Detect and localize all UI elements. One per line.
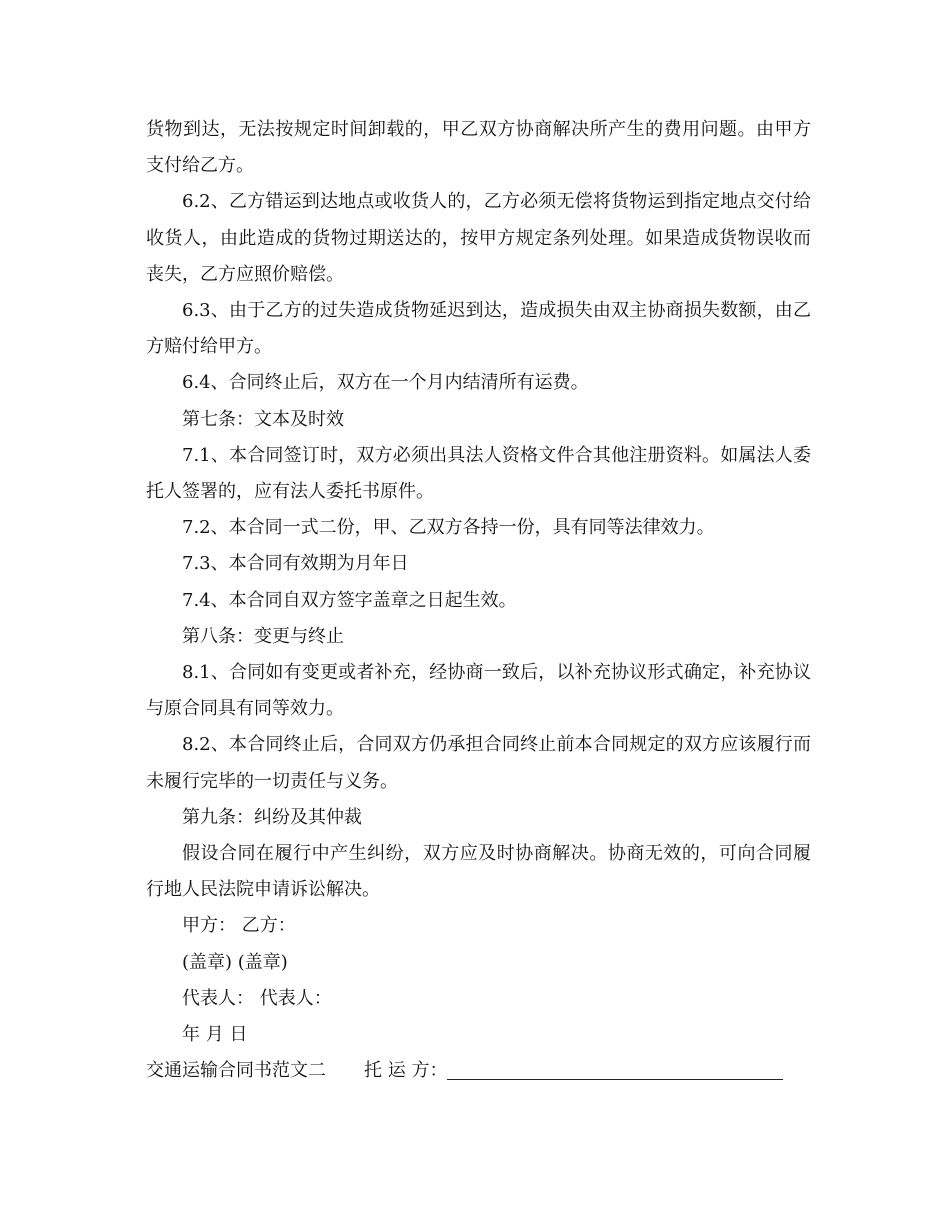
heading-article-9: 第九条：纠纷及其仲裁 <box>182 806 362 828</box>
consignor-blank-line <box>447 1059 783 1080</box>
paragraph-7-3: 7.3、本合同有效期为月年日 <box>182 553 409 575</box>
paragraph-7-1: 7.1、本合同签订时，双方必须出具法人资格文件合其他注册资料。如属法人委托人签署的，应有法人委托书原件。 <box>146 444 811 503</box>
paragraph-7-4: 7.4、本合同自双方签字盖章之日起生效。 <box>182 589 517 611</box>
next-document-title: 交通运输合同书范文二 <box>146 1060 326 1082</box>
heading-article-7: 第七条：文本及时效 <box>182 408 344 430</box>
paragraph-7-2: 7.2、本合同一式二份，甲、乙双方各持一份，具有同等法律效力。 <box>182 517 715 539</box>
paragraph-goods-arrival: 货物到达，无法按规定时间卸载的，甲乙双方协商解决所产生的费用问题。由甲方支付给乙方。 <box>146 119 811 177</box>
paragraph-6-4: 6.4、合同终止后，双方在一个月内结清所有运费。 <box>182 372 589 394</box>
signature-parties: 甲方： 乙方： <box>182 915 296 937</box>
footer-line <box>146 1053 811 1089</box>
paragraph-dispute: 假设合同在履行中产生纠纷，双方应及时协商解决。协商无效的，可向合同履行地人民法院申请诉讼解决。 <box>146 843 811 901</box>
signature-representatives: 代表人： 代表人： <box>182 987 332 1009</box>
paragraph-6-3: 6.3、由于乙方的过失造成货物延迟到达，造成损失由双主协商损失数额，由乙方赔付给甲方。 <box>146 300 811 358</box>
contract-body <box>146 112 811 1089</box>
heading-article-8: 第八条：变更与终止 <box>182 625 344 647</box>
paragraph-8-1: 8.1、合同如有变更或者补充，经协商一致后，以补充协议形式确定，补充协议与原合同具有同等效力。 <box>146 662 811 720</box>
paragraph-6-2: 6.2、乙方错运到达地点或收货人的，乙方必须无偿将货物运到指定地点交付给收货人，由此造成的货物过期送达的，按甲方规定条列处理。如果造成货物误收而丧失，乙方应照价赔偿。 <box>146 191 811 285</box>
consignor-label: 托 运 方： <box>364 1060 448 1082</box>
paragraph-8-2: 8.2、本合同终止后，合同双方仍承担合同终止前本合同规定的双方应该履行而未履行完毕的一切责任与义务。 <box>146 734 811 792</box>
signature-seals: (盖章) (盖章) <box>182 951 288 973</box>
signature-date: 年 月 日 <box>182 1024 248 1046</box>
